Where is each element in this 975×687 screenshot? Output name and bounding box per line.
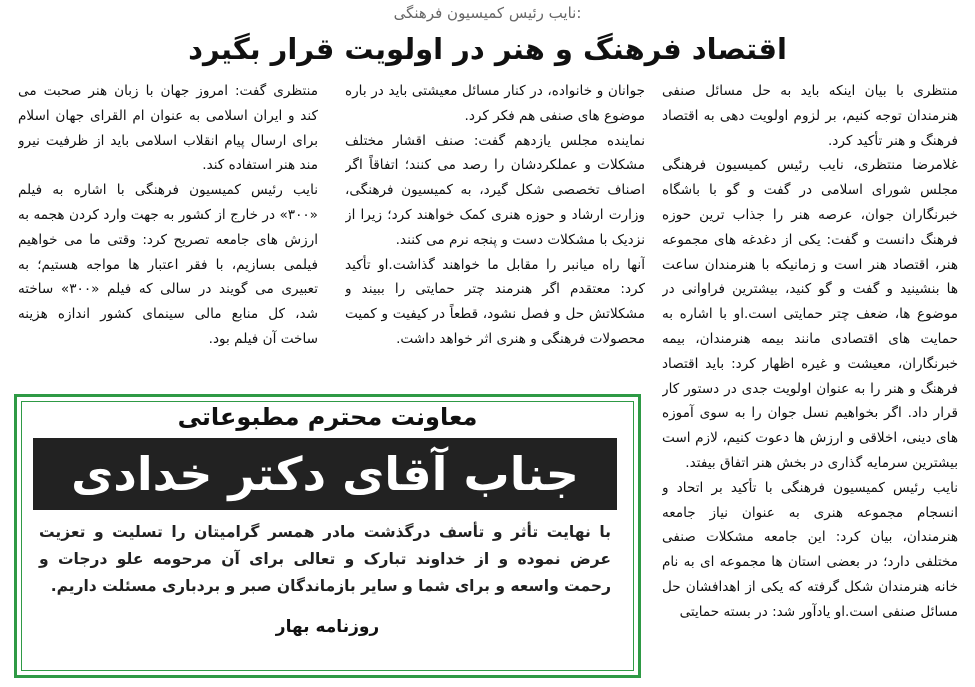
article-column-middle xyxy=(345,79,645,379)
article-paragraph: نماینده مجلس یازدهم گفت: صنف اقشار مختلف مشکلات و عملکردشان را رصد می کنند؛ اتفاقاً اگر اصناف تخصصی شکل گیرد، به کمیسیون فرهنگی، وزارت ارشاد و حوزه هنری کمک خواهند کرد؛ زیرا از نزدیک با مشکلات دست و پنجه نرم می کنند. xyxy=(345,132,645,248)
article-paragraph: نایب رئیس کمیسیون فرهنگی با اشاره به فیلم «۳۰۰» در خارج از کشور به جهت وارد کردن هجمه به ارزش های جامعه تصریح کرد: وقتی ما می خواهیم فیلمی بسازیم، با فقر اعتبار ها مواجه هستیم؛ به تعبیری می گویند در سالی که فیلم «۳۰۰» ساخته شد، کل منابع مالی سینمای کشور اندازه هزینه ساخت آن فیلم بود. xyxy=(18,182,318,347)
condolence-recipient-name: جناب آقای دکتر خدادی xyxy=(71,447,579,501)
article-column-right xyxy=(662,79,958,683)
article-paragraph: نایب رئیس کمیسیون فرهنگی با تأکید بر اتحاد و انسجام مجموعه هنری به عنوان نیاز جامعه هنرمندان، بیان کرد: این جامعه مشکلات صنفی مختلفی دارد؛ در بعضی استان ها مجموعه ای به نام خانه هنرمندان شکل گرفته که یکی از اهدافشان حل مسائل صنفی است.او یادآور شد: در بسته حمایتی xyxy=(662,479,958,620)
article-paragraph: آنها راه میانبر را مقابل ما خواهند گذاشت.او تأکید کرد: معتقدم اگر هنرمند چتر حمایتی را ببیند و مشکلاتش حل و فصل نشود، قطعاً در کیفیت و کمیت محصولات فرهنگی و هنری اثر خواهد داشت. xyxy=(345,256,645,347)
article-paragraph: غلامرضا منتظری، نایب رئیس کمیسیون فرهنگی مجلس شورای اسلامی در گفت و گو با باشگاه خبرنگاران جوان، عرصه هنر را جذاب ترین حوزه فرهنگ دانست و گفت: یکی از دغدغه های مجموعه هنر، اقتصاد هنر است و زمانیکه با هنرمندان ساعت ها بنشینید و گفت و گو کنید، بیشترین فراوانی در موضوع ها، ضعف چتر حمایتی است.او با اشاره به حمایت های اقتصادی مانند بیمه هنرمندان، بیمه خبرنگاران، معیشت و غیره اظهار کرد: باید اقتصاد فرهنگ و هنر را به عنوان اولویت جدی در دستور کار قرار داد. اگر بخواهیم نسل جوان را به سوی آموزه های دینی، اخلاقی و ارزش ها دعوت کنیم، لازم است بیشترین سرمایه گذاری در بخش هنر اتفاق بیفتد. xyxy=(662,157,958,471)
article-paragraph: منتظری گفت: امروز جهان با زبان هنر صحبت می کند و ایران اسلامی به عنوان ام القرای جهان اسلام برای ارسال پیام انقلاب اسلامی باید از ظرفیت نیرو مند هنر استفاده کند. xyxy=(18,83,318,174)
article-column-left xyxy=(18,79,318,379)
article-headline: اقتصاد فرهنگ و هنر در اولویت قرار بگیرد xyxy=(188,32,787,66)
condolence-recipient-title: معاونت محترم مطبوعاتی xyxy=(177,403,478,431)
condolence-signature: روزنامه بهار xyxy=(275,617,380,637)
article-paragraph: جوانان و خانواده، در کنار مسائل معیشتی باید در باره موضوع های صنفی هم فکر کرد. xyxy=(345,83,645,124)
article-paragraph: منتظری با بیان اینکه باید به حل مسائل صنفی هنرمندان توجه کنیم، بر لزوم اولویت دهی به اقتصاد فرهنگ و هنر تأکید کرد. xyxy=(662,83,958,149)
article-kicker: نایب رئیس کمیسیون فرهنگی: xyxy=(393,4,582,22)
condolence-message: با نهایت تأثر و تأسف درگذشت مادر همسر گرامیتان را تسلیت و تعزیت عرض نموده و از خداوند تبارک و تعالی برای آن مرحومه علو درجات و رحمت واسعه و برای شما و سایر بازماندگان صبر و بردباری مسئلت داریم. xyxy=(39,523,611,595)
condolence-notice xyxy=(14,394,641,678)
